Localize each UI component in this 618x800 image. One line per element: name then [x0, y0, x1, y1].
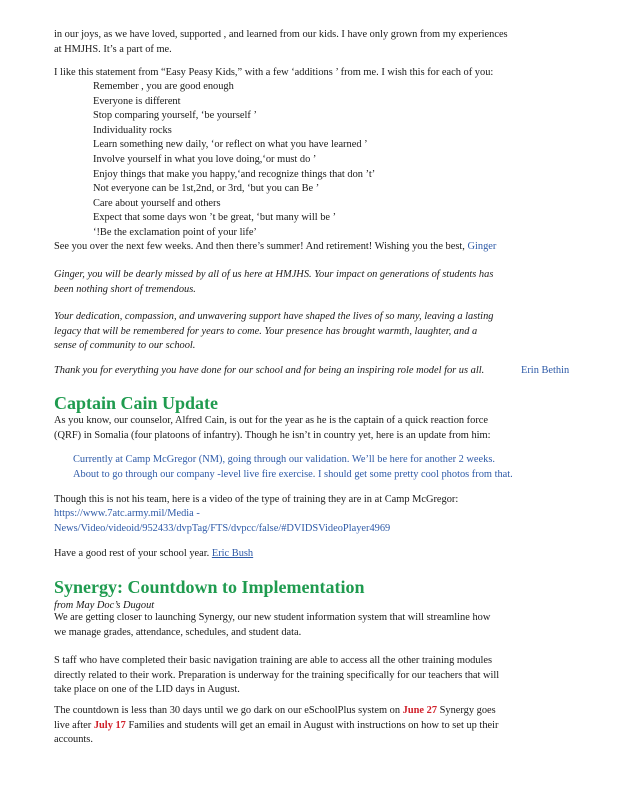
- synergy-paragraph-2: S taff who have completed their basic navigation training are able to access all the other training modules directly related to their work. Preparation is underway for the training specifically for our teachers that will take place on one of the LID days in August.: [54, 655, 500, 696]
- synergy-byline: from May Doc’s Dugout: [54, 600, 155, 611]
- easy-peasy-list: [93, 80, 553, 241]
- list-item: ‘!Be the exclamation point of your life’: [93, 226, 257, 238]
- synergy-paragraph-1: We are getting closer to launching Synergy, our new student information system that will streamline how we manage grades, attendance, schedules, and student data.: [54, 612, 491, 638]
- eric-signature-link[interactable]: Eric Bush: [211, 548, 254, 559]
- list-item: Learn something new daily, ‘or reflect on what you have learned ’: [93, 139, 368, 151]
- list-item: Everyone is different: [93, 95, 181, 107]
- list-item: Expect that some days won ’t be great, ‘but many will be ’: [93, 212, 337, 224]
- farewell-paragraph: See you over the next few weeks. And then there’s summer! And retirement! Wishing you the best, Ginger: [54, 241, 497, 252]
- list-item: Stop comparing yourself, ‘be yourself ’: [93, 110, 257, 122]
- captain-update-quote: Currently at Camp McGregor (NM), going through our validation. We’ll be here for another 2 weeks. About to go through our company -level live fire exercise. I should get some pretty cool photos from that.: [73, 454, 513, 480]
- go-live-date: July 17: [93, 719, 126, 731]
- list-item: Care about yourself and others: [93, 197, 221, 209]
- intro-paragraph: in our joys, as we have loved, supported , and learned from our kids. I have only grown from my experiences at HMJHS. It’s a part of me.: [54, 29, 508, 55]
- synergy-heading: Synergy: Countdown to Implementation: [54, 577, 365, 597]
- tribute-paragraph-2: Your dedication, compassion, and unwavering support have shaped the lives of so many, leaving a lasting legacy that will be remembered for years to come. Your presence has brought warmth, laughter, and a sense of community to our school.: [54, 311, 494, 352]
- erin-signature: Erin Bethin: [521, 365, 570, 376]
- captain-closing: Have a good rest of your school year. Eric Bush: [54, 548, 254, 559]
- ginger-signature: Ginger: [467, 241, 497, 252]
- tribute-paragraph-1: Ginger, you will be dearly missed by all of us here at HMJHS. Your impact on generations of students has been nothing short of tremendous.: [54, 269, 494, 295]
- captain-cain-heading: Captain Cain Update: [54, 393, 219, 413]
- captain-intro-paragraph: As you know, our counselor, Alfred Cain, is out for the year as he is the captain of a quick reaction force (QRF) in Somalia (four platoons of infantry). Though he isn’t in country yet, here is an update from him:: [54, 415, 491, 441]
- list-item: Individuality rocks: [93, 124, 172, 136]
- list-item: Enjoy things that make you happy,‘and recognize things that don ’t’: [93, 168, 376, 180]
- synergy-paragraph-3: The countdown is less than 30 days until we go dark on our eSchoolPlus system on June 27 Synergy goes live after July 17 Families and students will get an email in August with instructions on how to set up their accounts.: [54, 705, 499, 746]
- list-item: Not everyone can be 1st,2nd, or 3rd, ‘but you can Be ’: [93, 183, 320, 195]
- easy-peasy-lead: I like this statement from “Easy Peasy Kids,” with a few ‘additions ’ from me. I wish this for each of you:: [54, 67, 494, 78]
- video-intro: Though this is not his team, here is a video of the type of training they are in at Camp McGregor:: [54, 494, 459, 505]
- list-item: Remember , you are good enough: [93, 81, 234, 92]
- tribute-paragraph-3: Thank you for everything you have done for our school and for being an inspiring role model for us all.: [54, 365, 485, 376]
- video-link[interactable]: https://www.7atc.army.mil/Media - News/Video/videoid/952433/dvpTag/FTS/dvpcc/false/#DVIDSVideoPlayer4969: [54, 508, 391, 534]
- go-dark-date: June 27: [402, 705, 438, 716]
- list-item: Involve yourself in what you love doing,‘or must do ’: [93, 153, 317, 165]
